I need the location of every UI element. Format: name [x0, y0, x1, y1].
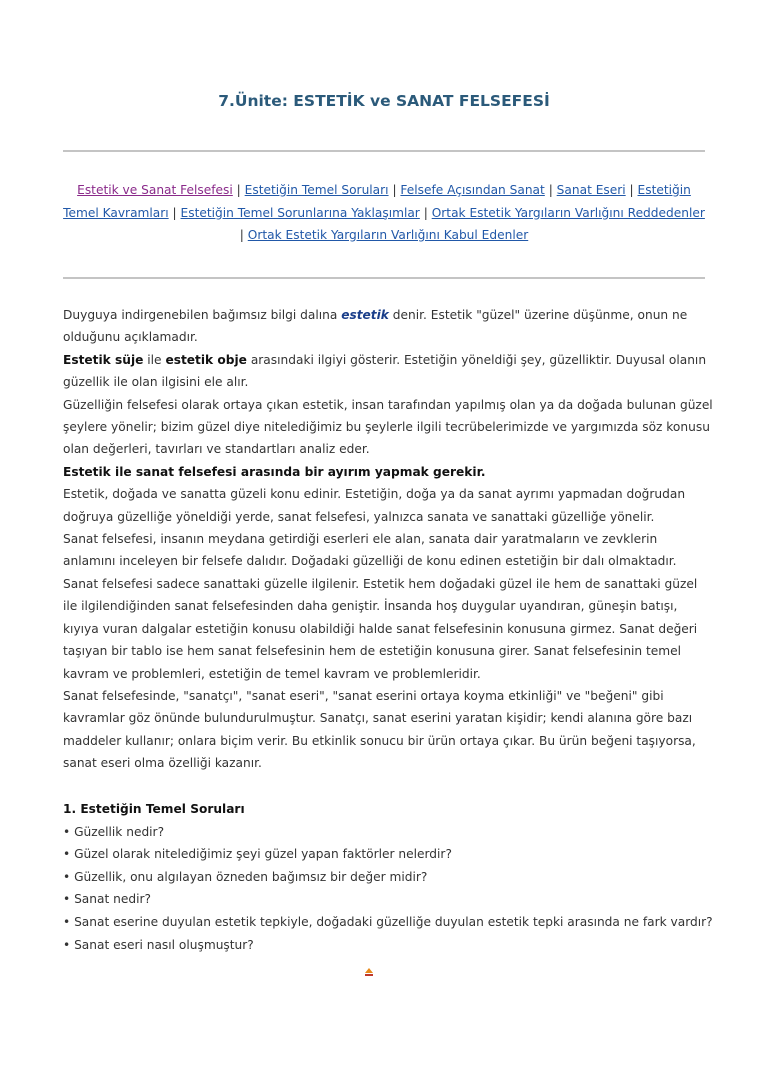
text-span: Duyguya indirgenebilen bağımsız bilgi dalına — [63, 308, 342, 322]
paragraph — [63, 349, 713, 394]
nav-link-temel-sorunlara-yaklasimlar[interactable]: Estetiğin Temel Sorunlarına Yaklaşımlar — [180, 205, 420, 220]
paragraph: Sanat felsefesi sadece sanattaki güzelle ilgilenir. Estetik hem doğadaki güzel ile hem de sanattaki güzel ile ilgilendiğinden sanat felsefesinden daha geniştir. İnsanda hoş duygular uyandıran, güneşin batışı, kıyıya vuran dalgalar estetiğin konusu olabildiği halde sanat felsefesinin konusuna girmez. Sanat değeri taşıyan bir tablo ise hem sanat felsefesinin hem de estetiğin konusuna girer. Sanat felsefesinin temel kavram ve problemleri, estetiğin de temel kavram ve problemleridir. — [63, 576, 698, 681]
nav-separator: | — [172, 205, 177, 220]
section-temel-sorular — [63, 798, 713, 956]
top-divider — [63, 150, 705, 152]
text-span: ile — [143, 352, 166, 367]
text-span: denir. Estetik "güzel" üzerine düşünme, onun ne olduğunu açıklamadır. — [63, 308, 688, 345]
emphasis-paragraph: Estetik ile sanat felsefesi arasında bir ayırım yapmak gerekir. — [63, 464, 486, 479]
keyword-estetik: estetik — [341, 308, 389, 322]
page-title: 7.Ünite: ESTETİK ve SANAT FELSEFESİ — [218, 92, 550, 110]
list-item: • Güzel olarak nitelediğimiz şeyi güzel yapan faktörler nelerdir? — [63, 847, 452, 862]
nav-link-felsefe-acisindan-sanat[interactable]: Felsefe Açısından Sanat — [400, 183, 545, 197]
paragraph — [63, 304, 713, 349]
keyword-estetik-obje: estetik obje — [165, 352, 247, 367]
bottom-divider — [63, 277, 705, 279]
nav-link-estetik-ve-sanat-felsefesi[interactable]: Estetik ve Sanat Felsefesi — [77, 183, 233, 197]
topic-navigation — [63, 179, 705, 247]
nav-separator: | — [392, 183, 397, 197]
list-item: • Sanat nedir? — [63, 892, 151, 907]
keyword-estetik-suje: Estetik süje — [63, 352, 144, 367]
section-heading: 1. Estetiğin Temel Soruları — [63, 802, 245, 816]
nav-separator: | — [236, 183, 241, 197]
paragraph: Sanat felsefesi, insanın meydana getirdiği eserleri ele alan, sanata dair yaratmaların ve zevklerin anlamını inceleyen bir felsefe dalıdır. Doğadaki güzelliği de konu edinen estetiğin bir dalı olmaktadır. — [63, 532, 677, 569]
text-span: arasındaki ilgiyi gösterir. Estetiğin yöneldiği şey, güzelliktir. Duyusal olanın güzellik ile olan ilgisini ele alır. — [63, 352, 707, 390]
paragraph: Güzelliğin felsefesi olarak ortaya çıkan estetik, insan tarafından yapılmış olan ya da doğada bulunan güzel şeylere yönelir; bizim güzel diye nitelediğimiz bu şeylerle ilgili tecrübelerimizde ve yargımızda söz konusu olan değerleri, tavırları ve standartları analiz eder. — [63, 397, 713, 457]
paragraph: Sanat felsefesinde, "sanatçı", "sanat eseri", "sanat eserini ortaya koyma etkinliği" ve "beğeni" gibi kavramlar göz önünde bulundurulmuştur. Sanatçı, sanat eserini yaratan kişidir; kendi alanına göre bazı maddeler kullanır; onlara biçim verir. Bu etkinlik sonucu bir ürün ortaya çıkar. Bu ürün beğeni taşıyorsa, sanat eseri olma özelliği kazanır. — [63, 688, 696, 771]
list-item: • Güzellik, onu algılayan özneden bağımsız bir değer midir? — [63, 869, 428, 884]
list-item: • Sanat eserine duyulan estetik tepkiyle, doğadaki güzelliğe duyulan estetik tepki arasında ne fark vardır? — [63, 914, 713, 929]
nav-link-estetigin-temel-kavramlari[interactable]: Estetiğin Temel Kavramları — [63, 183, 691, 220]
main-content — [63, 304, 713, 775]
nav-separator: | — [239, 228, 244, 242]
nav-link-estetigin-temel-sorulari[interactable]: Estetiğin Temel Soruları — [244, 183, 389, 197]
paragraph: Estetik, doğada ve sanatta güzeli konu edinir. Estetiğin, doğa ya da sanat ayrımı yapmadan doğrudan doğruya güzelliğe yöneldiği yerde, sanat felsefesi, yalnızca sanata ve sanattaki güzelliğe yönelir. — [63, 487, 686, 524]
nav-separator: | — [629, 183, 634, 197]
up-arrow-icon[interactable] — [364, 962, 374, 972]
list-item: • Sanat eseri nasıl oluşmuştur? — [63, 937, 254, 952]
nav-separator: | — [423, 205, 428, 220]
list-item: • Güzellik nedir? — [63, 824, 165, 839]
nav-link-yargilarin-varligini-reddedenler[interactable]: Ortak Estetik Yargıların Varlığını Reddedenler — [431, 205, 705, 220]
nav-link-yargilarin-varligini-kabul-edenler[interactable]: Ortak Estetik Yargıların Varlığını Kabul Edenler — [247, 228, 529, 242]
nav-link-sanat-eseri[interactable]: Sanat Eseri — [556, 183, 626, 197]
nav-separator: | — [548, 183, 553, 197]
